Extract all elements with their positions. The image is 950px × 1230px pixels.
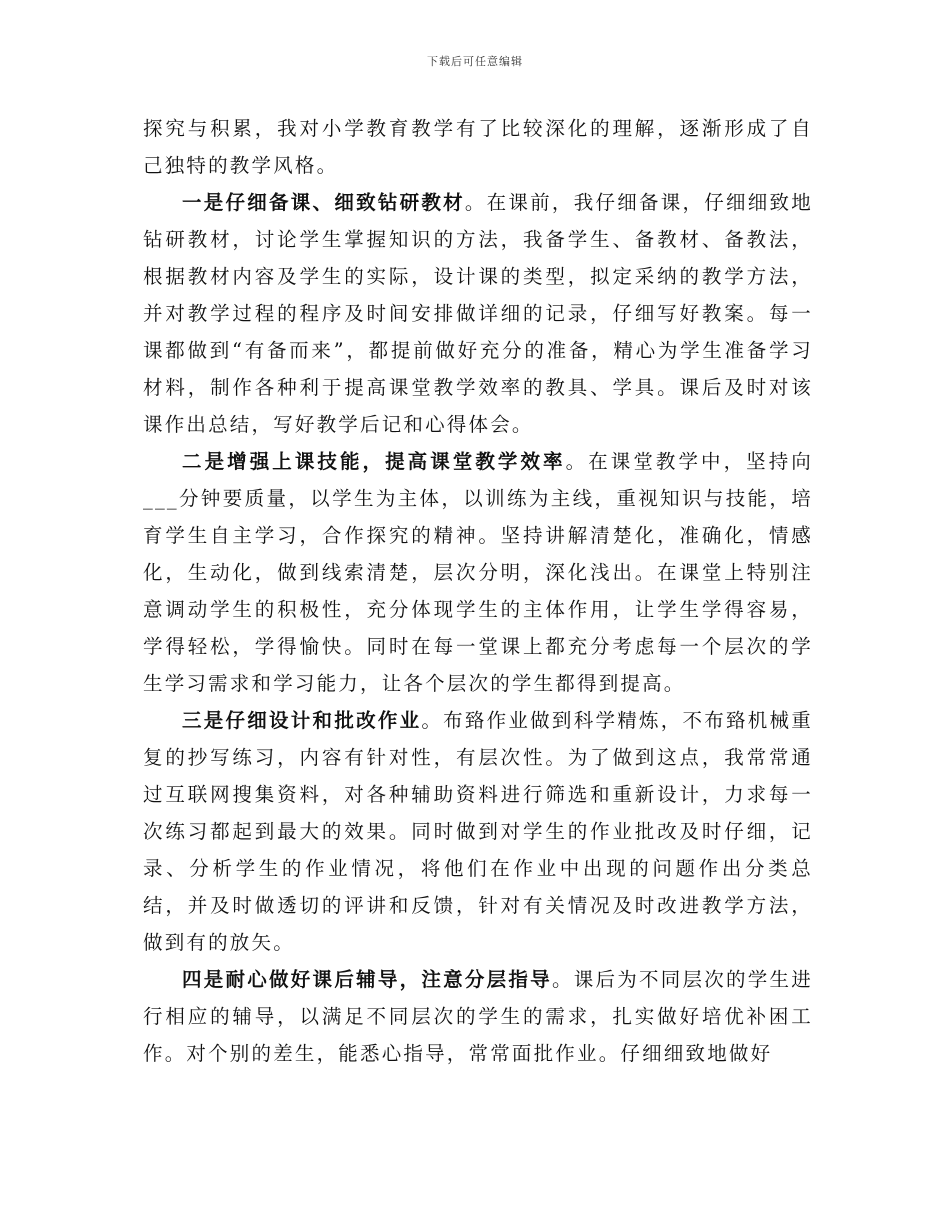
paragraph-heading: 二是增强上课技能，提高课堂教学效率 bbox=[182, 450, 566, 473]
paragraph-text: 探究与积累，我对小学教育教学有了比较深化的理解，逐渐形成了自己独特的教学风格。 bbox=[143, 117, 813, 177]
paragraph-tutoring bbox=[143, 961, 813, 1072]
paragraph-intro bbox=[143, 110, 813, 184]
paragraph-heading: 四是耐心做好课后辅导，注意分层指导 bbox=[182, 968, 552, 991]
document-body bbox=[143, 110, 813, 1072]
paragraph-homework bbox=[143, 702, 813, 961]
paragraph-heading: 一是仔细备课、细致钻研教材 bbox=[182, 191, 465, 214]
paragraph-text: 。课后为不同层次的学生进行相应的辅导，以满足不同层次的学生的需求，扎实做好培优补困工作。对个别的差生，能悉心指导，常常面批作业。仔细细致地做好 bbox=[143, 968, 814, 1065]
paragraph-text: 。在课前，我仔细备课，仔细细致地钻研教材，讨论学生掌握知识的方法，我备学生、备教材、备教法，根据教材内容及学生的实际，设计课的类型，拟定采纳的教学方法，并对教学过程的程序及时间安排做详细的记录，仔细写好教案。每一课都做到“有备而来”，都提前做好充分的准备，精心为学生准备学习材料，制作各种利于提高课堂教学效率的教具、学具。课后及时对该课作出总结，写好教学后记和心得体会。 bbox=[143, 191, 813, 436]
paragraph-teaching-skills bbox=[143, 443, 813, 702]
paragraph-heading: 三是仔细设计和批改作业 bbox=[182, 709, 422, 732]
paragraph-lesson-preparation bbox=[143, 184, 813, 443]
page-header-note: 下载后可任意编辑 bbox=[427, 55, 523, 68]
paragraph-text: 。在课堂教学中，坚持向___分钟要质量，以学生为主体，以训练为主线，重视知识与技能，培育学生自主学习，合作探究的精神。坚持讲解清楚化，准确化，情感化，生动化，做到线索清楚，层次分明，深化浅出。在课堂上特别注意调动学生的积极性，充分体现学生的主体作用，让学生学得容易，学得轻松，学得愉快。同时在每一堂课上都充分考虑每一个层次的学生学习需求和学习能力，让各个层次的学生都得到提高。 bbox=[143, 450, 814, 695]
paragraph-text: 。布臵作业做到科学精炼，不布臵机械重复的抄写练习，内容有针对性，有层次性。为了做到这点，我常常通过互联网搜集资料，对各种辅助资料进行筛选和重新设计，力求每一次练习都起到最大的效果。同时做到对学生的作业批改及时仔细，记录、分析学生的作业情况，将他们在作业中出现的问题作出分类总结，并及时做透切的评讲和反馈，针对有关情况及时改进教学方法，做到有的放矢。 bbox=[143, 709, 813, 954]
